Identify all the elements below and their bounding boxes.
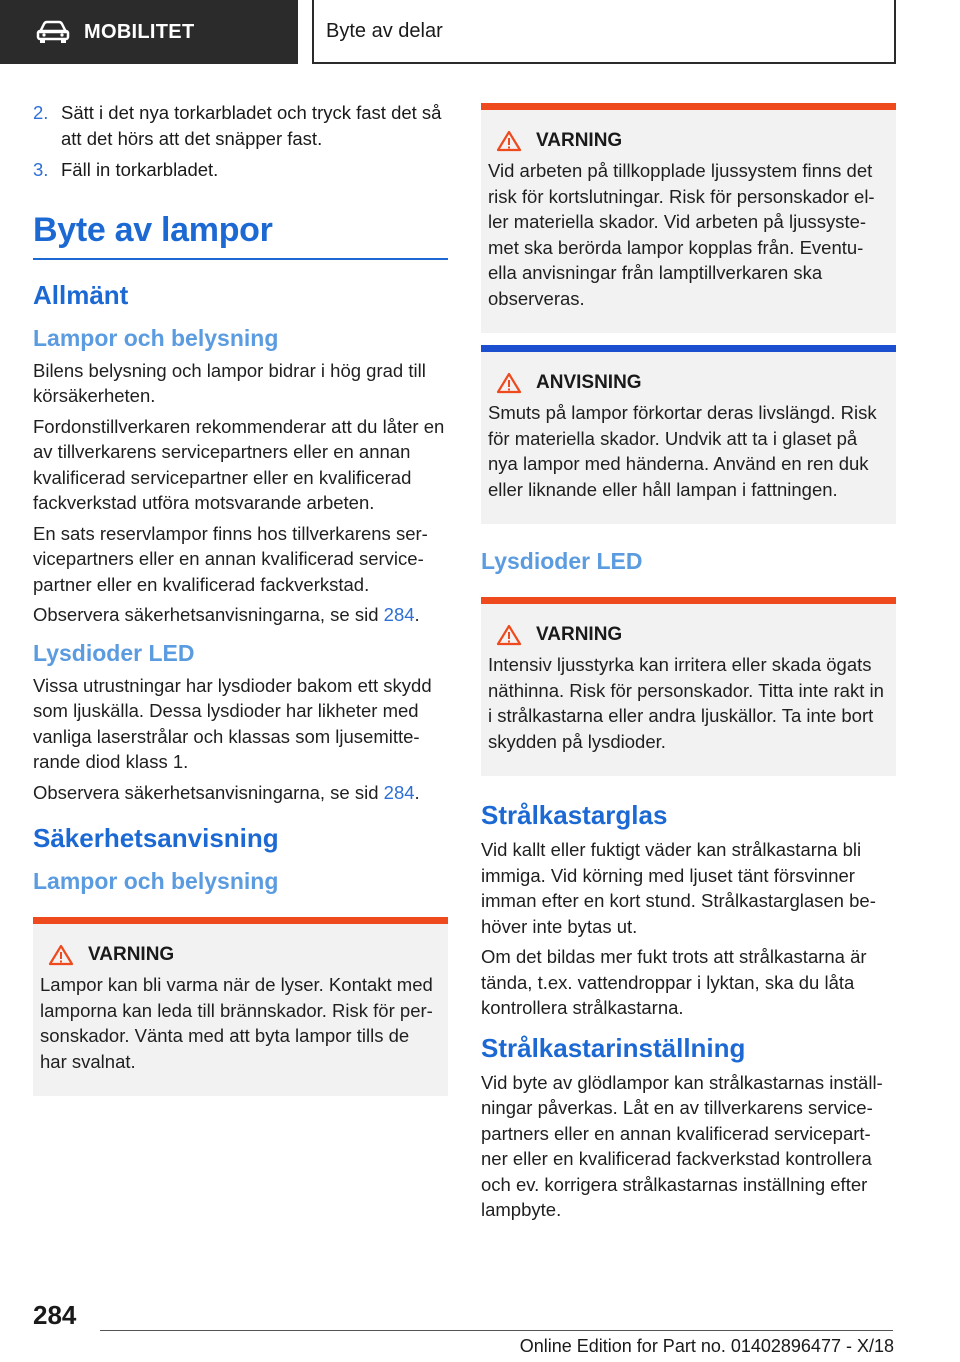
paragraph: Fordonstillverkaren rekommenderar att du låter en av tillverkarens servicepartners eller en annan kvalificerad servicepartner eller en kvalificerad fackverkstad utföra motsvarande arbeten.	[33, 415, 445, 513]
warning-triangle-icon	[496, 624, 522, 646]
page-title: Byte av lampor	[33, 189, 448, 260]
warning-text: Intensiv ljusstyrka kan irritera eller skada ögats näthinna. Risk för personskador. Titta inte rakt in i strålkastarna eller andra ljuskällor. Ta inte bort skydden på lysdioder.	[488, 654, 884, 752]
edition-note: Online Edition for Part no. 01402896477 - X/18	[519, 1336, 894, 1356]
ref-tail-text: .	[414, 781, 420, 803]
car-icon	[36, 20, 70, 44]
notice-label: ANVISNING	[536, 372, 642, 393]
heading-general: Allmänt	[33, 279, 129, 310]
subheading-led: Lysdioder LED	[481, 548, 643, 574]
paragraph: Vid byte av glödlampor kan strålkastarnas inställ-ningar påverkas. Låt en av tillverkarens service-partners eller en annan kvalificerad servicepart-ner eller en kvalificerad fackverkstad kontrollera och ev. korrigera strålkastarnas inställning efter lampbyte.	[481, 1071, 883, 1220]
list-item	[33, 157, 448, 183]
footer-divider	[100, 1330, 893, 1331]
paragraph: En sats reservlampor finns hos tillverkarens ser-vicepartners eller en annan kvalificerad service-partner eller en kvalificerad fackverkstad.	[33, 522, 428, 595]
page-number: 284	[33, 1300, 77, 1330]
step-text: Sätt i det nya torkarbladet och tryck fast det så att det hörs att det snäpper fast.	[61, 102, 442, 149]
warning-text: Lampor kan bli varma när de lyser. Kontakt med lamporna kan leda till brännskador. Risk för per-sonskador. Vänta med att byta lampor tills de har svalnat.	[40, 974, 433, 1072]
warning-label: VARNING	[88, 944, 175, 965]
subheading-safety-lamps: Lampor och belysning	[33, 868, 279, 894]
chapter-title: Byte av delar	[326, 19, 443, 42]
subheading-lamps: Lampor och belysning	[33, 324, 279, 351]
warning-box	[481, 597, 896, 776]
paragraph: Vid kallt eller fuktigt väder kan strålkastarna bli immiga. Vid körning med ljuset tänt försvinner imman efter en kort stund. Strålkastarglasen be-höver inte bytas ut.	[481, 839, 876, 937]
warning-label: VARNING	[536, 130, 623, 151]
notice-text: Smuts på lampor förkortar deras livslängd. Risk för materiella skador. Undvik att ta i glaset på nya lampor med händerna. Använd en ren duk eller liknande eller håll lampan i fattningen.	[488, 402, 877, 500]
warning-text: Vid arbeten på tillkopplade ljussystem finns det risk för kortslutningar. Risk för personskador el-ler materiella skador. Vid arbeten på ljussyste-met ska berörda lampor kopplas från. Eventu-ella anvisningar från lamptillverkaren ska observeras.	[488, 160, 875, 309]
subheading-led: Lysdioder LED	[33, 639, 195, 666]
warning-label: VARNING	[536, 624, 623, 645]
paragraph: Vissa utrustningar har lysdioder bakom ett skydd som ljuskälla. Dessa lysdioder har likheter med vanliga laserstrålar och klassas som ljusemitte-rande diod klass 1.	[33, 674, 432, 772]
left-column	[33, 100, 448, 1096]
step-number: 3.	[33, 159, 49, 180]
section-title: MOBILITET	[84, 20, 195, 43]
ref-lead-text: Observera säkerhetsanvisningarna, se sid	[33, 604, 384, 625]
paragraph-with-ref	[33, 780, 448, 806]
paragraph-with-ref	[33, 602, 448, 628]
notice-title	[496, 372, 888, 394]
heading-adjust: Strålkastarinställning	[481, 1032, 746, 1063]
section-header	[0, 0, 298, 64]
step-number: 2.	[33, 102, 49, 123]
warning-triangle-icon	[496, 372, 522, 394]
warning-triangle-icon	[48, 944, 74, 966]
paragraph: Bilens belysning och lampor bidrar i hög grad till körsäkerheten.	[33, 359, 426, 406]
paragraph: Om det bildas mer fukt trots att strålkastarna är tända, t.ex. vattendroppar i lyktan, ska du låta kontrollera strålkastarna.	[481, 946, 867, 1018]
step-text: Fäll in torkarbladet.	[61, 159, 219, 180]
warning-title	[48, 944, 440, 966]
notice-box	[481, 345, 896, 524]
page-reference-link[interactable]: 284	[383, 781, 415, 803]
right-column	[481, 103, 896, 1228]
chapter-header	[312, 0, 896, 64]
warning-box	[481, 103, 896, 333]
page-reference-link[interactable]: 284	[383, 604, 415, 625]
warning-title	[496, 624, 888, 646]
warning-box	[33, 917, 448, 1096]
ref-tail-text: .	[414, 604, 420, 625]
warning-title	[496, 130, 888, 152]
heading-glass: Strålkastarglas	[481, 800, 668, 830]
heading-safety: Säkerhetsanvisning	[33, 823, 279, 853]
warning-triangle-icon	[496, 130, 522, 152]
ref-lead-text: Observera säkerhetsanvisningarna, se sid	[33, 781, 384, 803]
list-item	[33, 100, 448, 151]
